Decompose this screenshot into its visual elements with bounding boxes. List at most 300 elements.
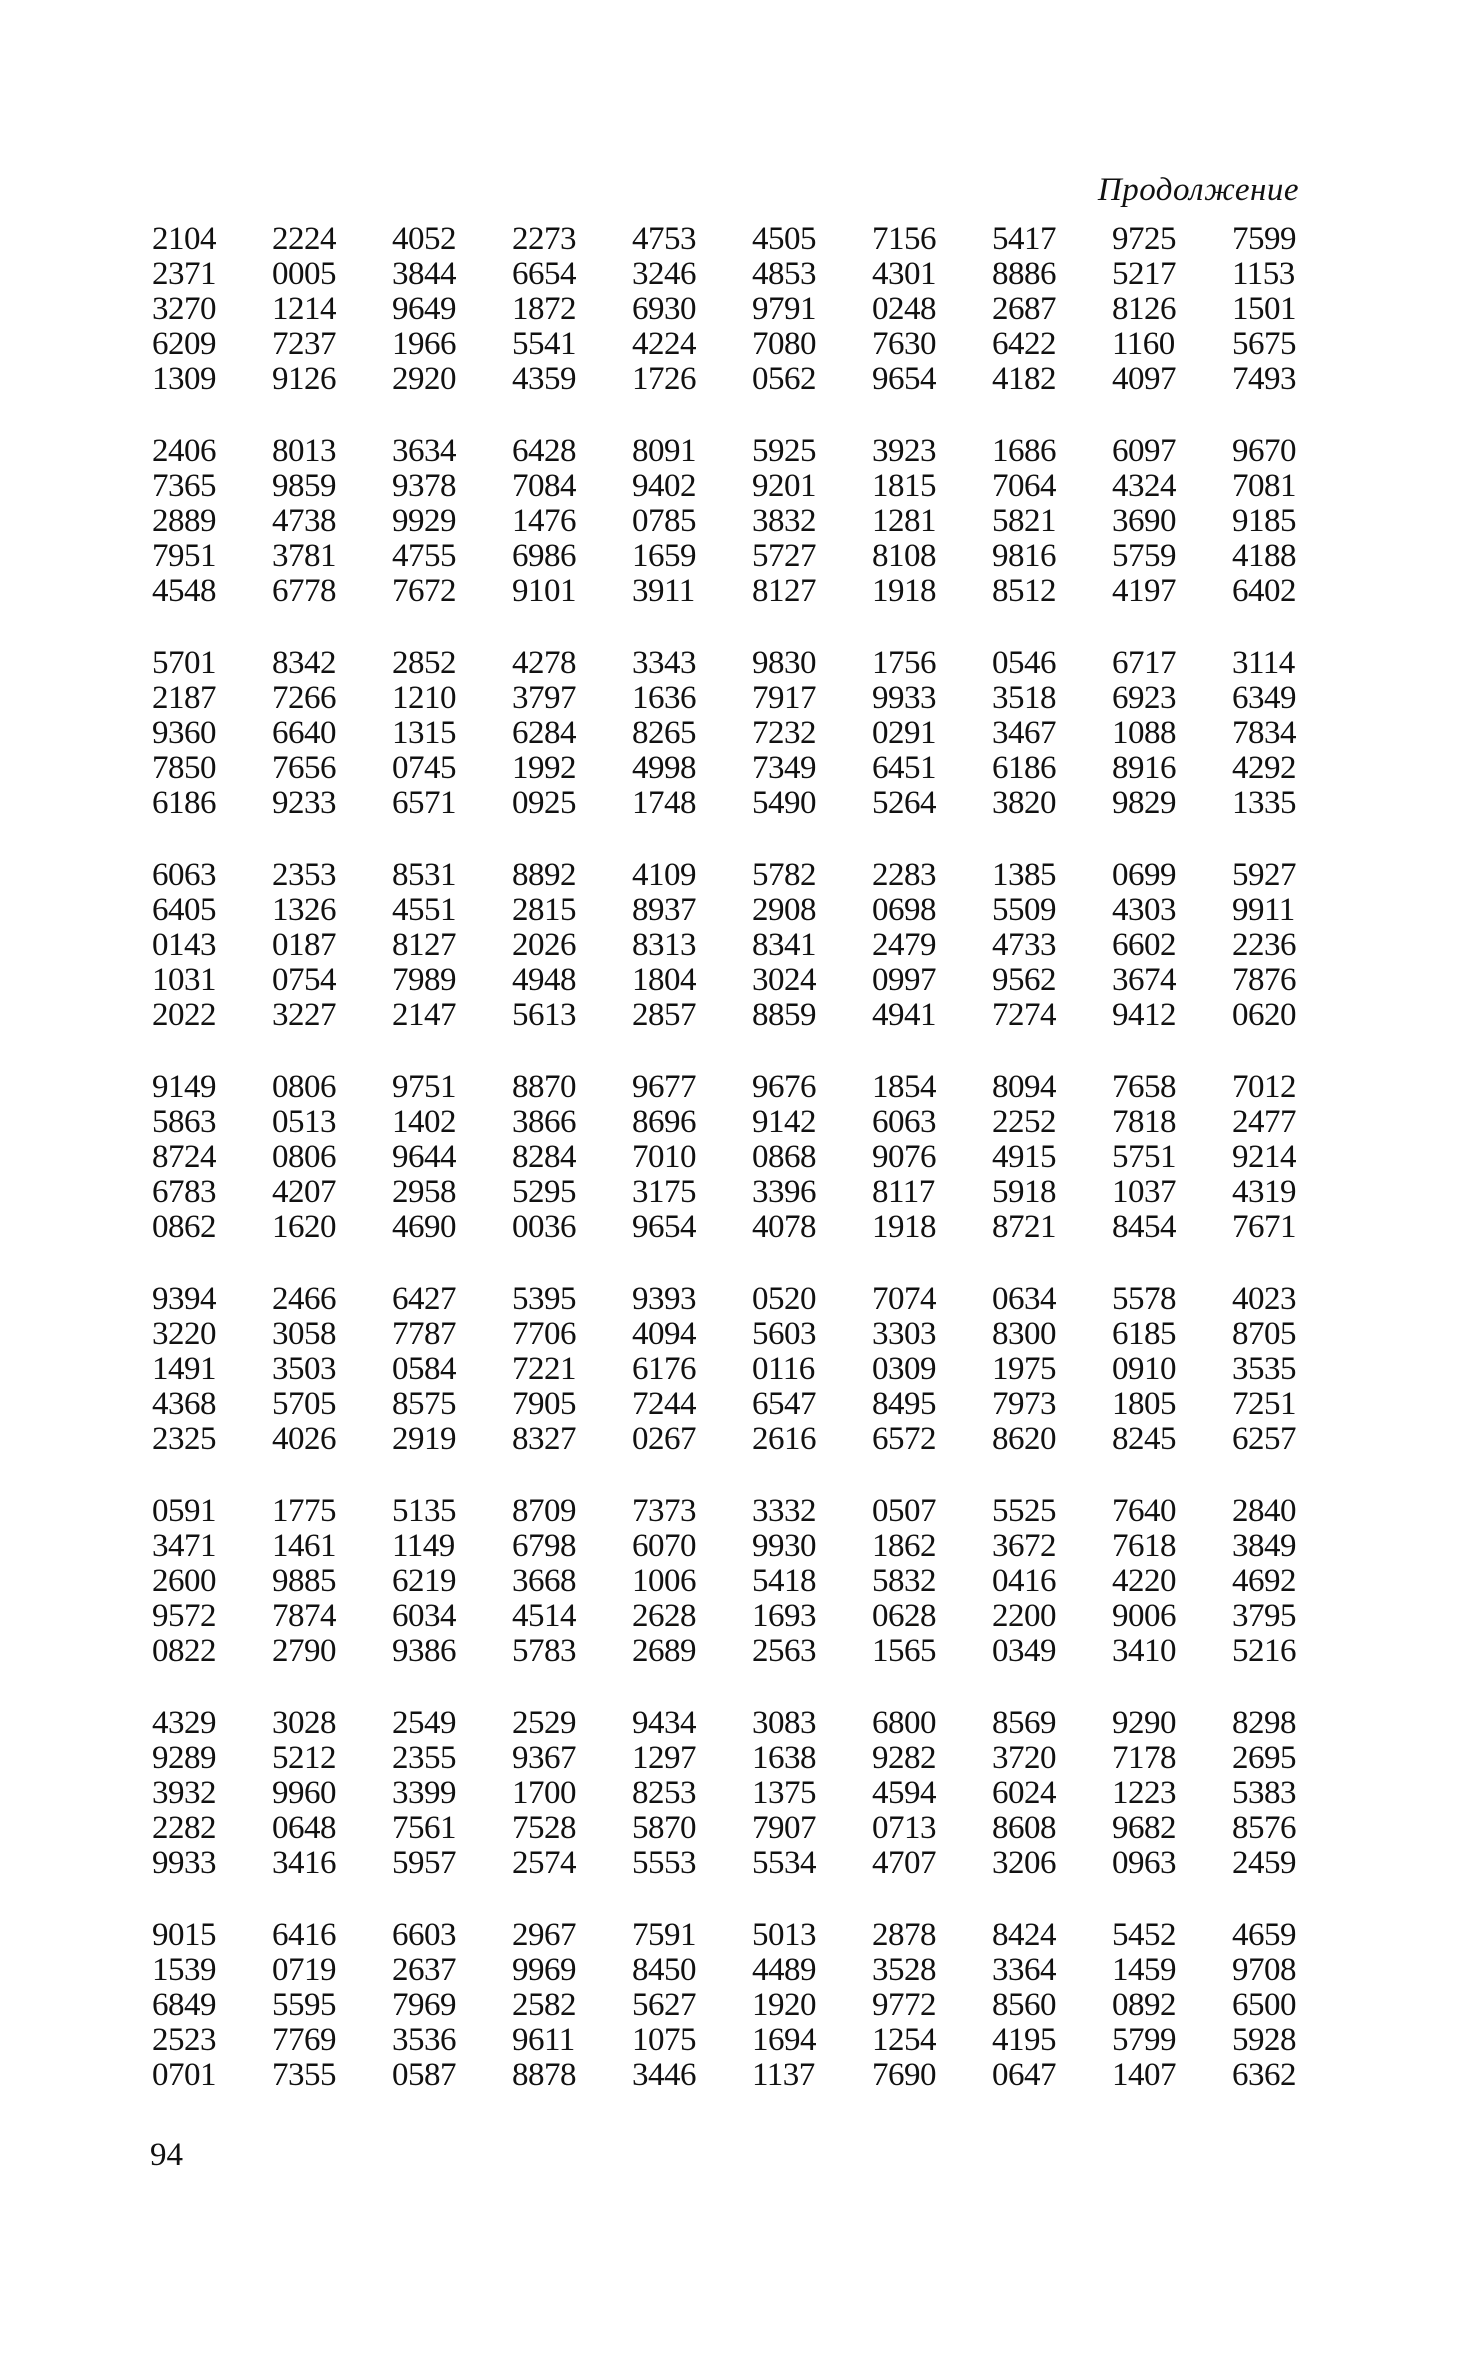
number-cell: 4094 — [632, 1316, 696, 1352]
number-cell: 7081 — [1232, 468, 1296, 504]
number-cell: 0562 — [752, 361, 816, 397]
number-cell: 7355 — [272, 2057, 336, 2093]
number-cell: 0520 — [752, 1281, 816, 1317]
number-cell: 4738 — [272, 503, 336, 539]
number-cell: 3781 — [272, 538, 336, 574]
number-cell: 1686 — [992, 433, 1056, 469]
number-cell: 5295 — [512, 1174, 576, 1210]
number-cell: 1636 — [632, 680, 696, 716]
number-cell: 3911 — [632, 573, 695, 609]
number-cell: 5264 — [872, 785, 936, 821]
number-cell: 4097 — [1112, 361, 1176, 397]
number-cell: 1920 — [752, 1987, 816, 2023]
number-cell: 3471 — [152, 1528, 216, 1564]
number-cell: 0963 — [1112, 1845, 1176, 1881]
number-cell: 1700 — [512, 1775, 576, 1811]
number-cell: 7874 — [272, 1598, 336, 1634]
number-cell: 0701 — [152, 2057, 216, 2093]
number-cell: 6186 — [992, 750, 1056, 786]
number-cell: 7658 — [1112, 1069, 1176, 1105]
number-cell: 9677 — [632, 1069, 696, 1105]
number-cell: 8937 — [632, 892, 696, 928]
number-cell: 9290 — [1112, 1705, 1176, 1741]
number-cell: 1975 — [992, 1351, 1056, 1387]
table-row — [152, 574, 1312, 609]
table-row — [152, 928, 1312, 963]
number-cell: 6547 — [752, 1386, 816, 1422]
number-cell: 8531 — [392, 857, 456, 893]
number-cell: 2908 — [752, 892, 816, 928]
number-cell: 8013 — [272, 433, 336, 469]
number-cell: 5509 — [992, 892, 1056, 928]
table-row — [152, 786, 1312, 821]
number-cell: 5675 — [1232, 326, 1296, 362]
number-cell: 7251 — [1232, 1386, 1296, 1422]
number-cell: 8127 — [752, 573, 816, 609]
number-cell: 8709 — [512, 1493, 576, 1529]
number-cell: 3866 — [512, 1104, 576, 1140]
number-cell: 6800 — [872, 1705, 936, 1741]
number-cell: 1281 — [872, 503, 936, 539]
number-cell: 2479 — [872, 927, 936, 963]
number-cell: 5418 — [752, 1563, 816, 1599]
number-cell: 6209 — [152, 326, 216, 362]
number-cell: 0005 — [272, 256, 336, 292]
number-cell: 9289 — [152, 1740, 216, 1776]
number-cell: 2523 — [152, 2022, 216, 2058]
number-cell: 0036 — [512, 1209, 576, 1245]
number-cell: 6402 — [1232, 573, 1296, 609]
table-row — [152, 1564, 1312, 1599]
number-cell: 2563 — [752, 1633, 816, 1669]
number-block — [152, 434, 1312, 609]
number-cell: 1756 — [872, 645, 936, 681]
table-row — [152, 1706, 1312, 1741]
number-cell: 8495 — [872, 1386, 936, 1422]
number-cell: 5727 — [752, 538, 816, 574]
number-cell: 1223 — [1112, 1775, 1176, 1811]
number-cell: 7706 — [512, 1316, 576, 1352]
continuation-heading: Продолжение — [1097, 172, 1299, 208]
number-cell: 3528 — [872, 1952, 936, 1988]
number-cell: 3446 — [632, 2057, 696, 2093]
number-cell: 5705 — [272, 1386, 336, 1422]
number-cell: 9649 — [392, 291, 456, 327]
table-row — [152, 1846, 1312, 1881]
number-cell: 8245 — [1112, 1421, 1176, 1457]
table-row — [152, 1529, 1312, 1564]
number-cell: 8560 — [992, 1987, 1056, 2023]
number-cell: 6349 — [1232, 680, 1296, 716]
number-cell: 9644 — [392, 1139, 456, 1175]
number-block — [152, 1282, 1312, 1457]
number-cell: 6024 — [992, 1775, 1056, 1811]
number-cell: 6572 — [872, 1421, 936, 1457]
number-cell: 6186 — [152, 785, 216, 821]
number-cell: 6930 — [632, 291, 696, 327]
number-cell: 4594 — [872, 1775, 936, 1811]
number-cell: 0699 — [1112, 857, 1176, 893]
number-cell: 7349 — [752, 750, 816, 786]
number-cell: 4733 — [992, 927, 1056, 963]
page-number: 94 — [150, 2137, 183, 2173]
number-cell: 0925 — [512, 785, 576, 821]
number-cell: 4301 — [872, 256, 936, 292]
number-cell: 1805 — [1112, 1386, 1176, 1422]
number-cell: 2236 — [1232, 927, 1296, 963]
number-cell: 7850 — [152, 750, 216, 786]
number-cell: 7237 — [272, 326, 336, 362]
number-cell: 7787 — [392, 1316, 456, 1352]
number-cell: 3028 — [272, 1705, 336, 1741]
number-cell: 2147 — [392, 997, 456, 1033]
number-cell: 2857 — [632, 997, 696, 1033]
number-cell: 7591 — [632, 1917, 696, 1953]
number-cell: 7690 — [872, 2057, 936, 2093]
table-row — [152, 751, 1312, 786]
number-cell: 3797 — [512, 680, 576, 716]
number-cell: 1407 — [1112, 2057, 1176, 2093]
number-cell: 2200 — [992, 1598, 1056, 1634]
number-cell: 4319 — [1232, 1174, 1296, 1210]
number-cell: 3396 — [752, 1174, 816, 1210]
table-row — [152, 1494, 1312, 1529]
number-cell: 2919 — [392, 1421, 456, 1457]
number-cell: 7365 — [152, 468, 216, 504]
number-cell: 2628 — [632, 1598, 696, 1634]
number-cell: 9654 — [872, 361, 936, 397]
number-cell: 6362 — [1232, 2057, 1296, 2093]
number-cell: 9708 — [1232, 1952, 1296, 1988]
number-cell: 6284 — [512, 715, 576, 751]
number-cell: 3503 — [272, 1351, 336, 1387]
number-cell: 5135 — [392, 1493, 456, 1529]
number-cell: 6063 — [872, 1104, 936, 1140]
number-cell: 6422 — [992, 326, 1056, 362]
table-row — [152, 1140, 1312, 1175]
number-cell: 3923 — [872, 433, 936, 469]
number-cell: 4324 — [1112, 468, 1176, 504]
number-cell: 5613 — [512, 997, 576, 1033]
number-cell: 2852 — [392, 645, 456, 681]
number-cell: 4278 — [512, 645, 576, 681]
number-cell: 4690 — [392, 1209, 456, 1245]
number-cell: 1210 — [392, 680, 456, 716]
number-cell: 1075 — [632, 2022, 696, 2058]
number-cell: 3820 — [992, 785, 1056, 821]
number-cell: 4551 — [392, 892, 456, 928]
number-cell: 6097 — [1112, 433, 1176, 469]
number-cell: 7080 — [752, 326, 816, 362]
number-cell: 5863 — [152, 1104, 216, 1140]
number-cell: 1565 — [872, 1633, 936, 1669]
number-cell: 8450 — [632, 1952, 696, 1988]
table-row — [152, 2058, 1312, 2093]
number-cell: 4052 — [392, 221, 456, 257]
table-row — [152, 858, 1312, 893]
number-cell: 5452 — [1112, 1917, 1176, 1953]
number-cell: 8512 — [992, 573, 1056, 609]
number-cell: 1918 — [872, 1209, 936, 1245]
number-cell: 1748 — [632, 785, 696, 821]
number-cell: 3518 — [992, 680, 1056, 716]
number-cell: 9360 — [152, 715, 216, 751]
number-cell: 2252 — [992, 1104, 1056, 1140]
number-cell: 4109 — [632, 857, 696, 893]
number-cell: 0513 — [272, 1104, 336, 1140]
number-cell: 4505 — [752, 221, 816, 257]
number-cell: 9682 — [1112, 1810, 1176, 1846]
number-cell: 6603 — [392, 1917, 456, 1953]
number-cell: 2689 — [632, 1633, 696, 1669]
number-cell: 2026 — [512, 927, 576, 963]
number-cell: 9930 — [752, 1528, 816, 1564]
number-cell: 2022 — [152, 997, 216, 1033]
number-cell: 0591 — [152, 1493, 216, 1529]
number-cell: 9367 — [512, 1740, 576, 1776]
number-cell: 5627 — [632, 1987, 696, 2023]
number-cell: 3844 — [392, 256, 456, 292]
number-cell: 9816 — [992, 538, 1056, 574]
number-block — [152, 222, 1312, 397]
number-cell: 7084 — [512, 468, 576, 504]
number-cell: 9562 — [992, 962, 1056, 998]
number-cell: 2637 — [392, 1952, 456, 1988]
number-cell: 8576 — [1232, 1810, 1296, 1846]
number-cell: 1992 — [512, 750, 576, 786]
number-cell: 1872 — [512, 291, 576, 327]
number-cell: 5783 — [512, 1633, 576, 1669]
number-cell: 2104 — [152, 221, 216, 257]
number-cell: 7818 — [1112, 1104, 1176, 1140]
number-cell: 3206 — [992, 1845, 1056, 1881]
number-cell: 3058 — [272, 1316, 336, 1352]
number-cell: 3634 — [392, 433, 456, 469]
number-cell: 6176 — [632, 1351, 696, 1387]
number-cell: 2224 — [272, 221, 336, 257]
number-cell: 9412 — [1112, 997, 1176, 1033]
number-cell: 6778 — [272, 573, 336, 609]
number-cell: 8575 — [392, 1386, 456, 1422]
number-cell: 7951 — [152, 538, 216, 574]
number-cell: 0143 — [152, 927, 216, 963]
number-cell: 0822 — [152, 1633, 216, 1669]
number-cell: 1031 — [152, 962, 216, 998]
number-block — [152, 858, 1312, 1033]
number-cell: 4548 — [152, 573, 216, 609]
number-cell: 8117 — [872, 1174, 935, 1210]
number-cell: 5553 — [632, 1845, 696, 1881]
number-cell: 3227 — [272, 997, 336, 1033]
number-cell: 2325 — [152, 1421, 216, 1457]
number-cell: 5918 — [992, 1174, 1056, 1210]
table-row — [152, 1918, 1312, 1953]
number-cell: 3410 — [1112, 1633, 1176, 1669]
number-cell: 2529 — [512, 1705, 576, 1741]
number-cell: 7905 — [512, 1386, 576, 1422]
number-cell: 1862 — [872, 1528, 936, 1564]
number-cell: 6923 — [1112, 680, 1176, 716]
number-cell: 5212 — [272, 1740, 336, 1776]
number-cell: 1461 — [272, 1528, 336, 1564]
number-cell: 2695 — [1232, 1740, 1296, 1776]
number-cell: 4853 — [752, 256, 816, 292]
number-cell: 6451 — [872, 750, 936, 786]
table-row — [152, 222, 1312, 257]
number-cell: 8620 — [992, 1421, 1056, 1457]
table-row — [152, 327, 1312, 362]
number-cell: 1693 — [752, 1598, 816, 1634]
number-cell: 0584 — [392, 1351, 456, 1387]
number-cell: 9772 — [872, 1987, 936, 2023]
number-cell: 7074 — [872, 1281, 936, 1317]
number-cell: 8878 — [512, 2057, 576, 2093]
number-cell: 7266 — [272, 680, 336, 716]
table-row — [152, 1352, 1312, 1387]
table-row — [152, 2023, 1312, 2058]
number-cell: 8253 — [632, 1775, 696, 1811]
number-cell: 4659 — [1232, 1917, 1296, 1953]
number-cell: 5957 — [392, 1845, 456, 1881]
number-cell: 8327 — [512, 1421, 576, 1457]
table-row — [152, 1105, 1312, 1140]
number-cell: 7618 — [1112, 1528, 1176, 1564]
number-cell: 8892 — [512, 857, 576, 893]
number-cell: 6849 — [152, 1987, 216, 2023]
number-cell: 5217 — [1112, 256, 1176, 292]
number-cell: 6257 — [1232, 1421, 1296, 1457]
number-cell: 2371 — [152, 256, 216, 292]
table-row — [152, 539, 1312, 574]
number-cell: 1726 — [632, 361, 696, 397]
number-cell: 4329 — [152, 1705, 216, 1741]
number-cell: 1638 — [752, 1740, 816, 1776]
number-cell: 9791 — [752, 291, 816, 327]
number-cell: 1539 — [152, 1952, 216, 1988]
table-row — [152, 1741, 1312, 1776]
number-cell: 3399 — [392, 1775, 456, 1811]
number-cell: 2878 — [872, 1917, 936, 1953]
number-cell: 1153 — [1232, 256, 1295, 292]
number-cell: 0248 — [872, 291, 936, 327]
number-cell: 0698 — [872, 892, 936, 928]
table-row — [152, 681, 1312, 716]
number-cell: 2582 — [512, 1987, 576, 2023]
number-cell: 9859 — [272, 468, 336, 504]
number-cell: 0719 — [272, 1952, 336, 1988]
number-cell: 7769 — [272, 2022, 336, 2058]
number-cell: 8721 — [992, 1209, 1056, 1245]
number-cell: 9751 — [392, 1069, 456, 1105]
number-cell: 3536 — [392, 2022, 456, 2058]
number-cell: 7907 — [752, 1810, 816, 1846]
table-row — [152, 1175, 1312, 1210]
number-cell: 4359 — [512, 361, 576, 397]
number-cell: 9911 — [1232, 892, 1295, 928]
number-cell: 5395 — [512, 1281, 576, 1317]
table-row — [152, 646, 1312, 681]
number-cell: 8127 — [392, 927, 456, 963]
number-cell: 4368 — [152, 1386, 216, 1422]
number-cell: 2815 — [512, 892, 576, 928]
number-cell: 5595 — [272, 1987, 336, 2023]
number-cell: 6571 — [392, 785, 456, 821]
number-cell: 6034 — [392, 1598, 456, 1634]
number-block — [152, 1918, 1312, 2093]
number-cell: 5701 — [152, 645, 216, 681]
table-row — [152, 1070, 1312, 1105]
number-cell: 2840 — [1232, 1493, 1296, 1529]
number-cell: 9611 — [512, 2022, 575, 2058]
number-cell: 1385 — [992, 857, 1056, 893]
number-cell: 8300 — [992, 1316, 1056, 1352]
table-row — [152, 1210, 1312, 1245]
number-cell: 3690 — [1112, 503, 1176, 539]
number-cell: 5525 — [992, 1493, 1056, 1529]
number-cell: 2459 — [1232, 1845, 1296, 1881]
number-cell: 1918 — [872, 573, 936, 609]
number-cell: 7671 — [1232, 1209, 1296, 1245]
number-cell: 5925 — [752, 433, 816, 469]
number-cell: 8126 — [1112, 291, 1176, 327]
number-cell: 9006 — [1112, 1598, 1176, 1634]
number-cell: 0868 — [752, 1139, 816, 1175]
table-row — [152, 998, 1312, 1033]
table-row — [152, 434, 1312, 469]
number-cell: 8298 — [1232, 1705, 1296, 1741]
number-cell: 1459 — [1112, 1952, 1176, 1988]
number-cell: 1775 — [272, 1493, 336, 1529]
number-cell: 9386 — [392, 1633, 456, 1669]
number-cell: 1375 — [752, 1775, 816, 1811]
number-cell: 5782 — [752, 857, 816, 893]
number-cell: 6986 — [512, 538, 576, 574]
number-cell: 9670 — [1232, 433, 1296, 469]
number-cell: 7373 — [632, 1493, 696, 1529]
number-cell: 9960 — [272, 1775, 336, 1811]
number-cell: 7232 — [752, 715, 816, 751]
number-cell: 4195 — [992, 2022, 1056, 2058]
number-cell: 1804 — [632, 962, 696, 998]
number-cell: 6070 — [632, 1528, 696, 1564]
number-cell: 1160 — [1112, 326, 1175, 362]
number-cell: 5216 — [1232, 1633, 1296, 1669]
number-cell: 9885 — [272, 1563, 336, 1599]
number-cell: 7876 — [1232, 962, 1296, 998]
number-cell: 9725 — [1112, 221, 1176, 257]
number-cell: 2600 — [152, 1563, 216, 1599]
number-cell: 0349 — [992, 1633, 1056, 1669]
number-cell: 7630 — [872, 326, 936, 362]
table-row — [152, 1634, 1312, 1669]
number-cell: 9126 — [272, 361, 336, 397]
number-cell: 9142 — [752, 1104, 816, 1140]
number-block — [152, 1706, 1312, 1881]
number-cell: 2687 — [992, 291, 1056, 327]
number-cell: 2920 — [392, 361, 456, 397]
number-cell: 2187 — [152, 680, 216, 716]
number-cell: 3220 — [152, 1316, 216, 1352]
number-cell: 1659 — [632, 538, 696, 574]
number-cell: 0997 — [872, 962, 936, 998]
number-cell: 9394 — [152, 1281, 216, 1317]
number-cell: 9654 — [632, 1209, 696, 1245]
number-cell: 0116 — [752, 1351, 815, 1387]
number-cell: 7989 — [392, 962, 456, 998]
number-cell: 2273 — [512, 221, 576, 257]
number-cell: 8091 — [632, 433, 696, 469]
number-cell: 3175 — [632, 1174, 696, 1210]
